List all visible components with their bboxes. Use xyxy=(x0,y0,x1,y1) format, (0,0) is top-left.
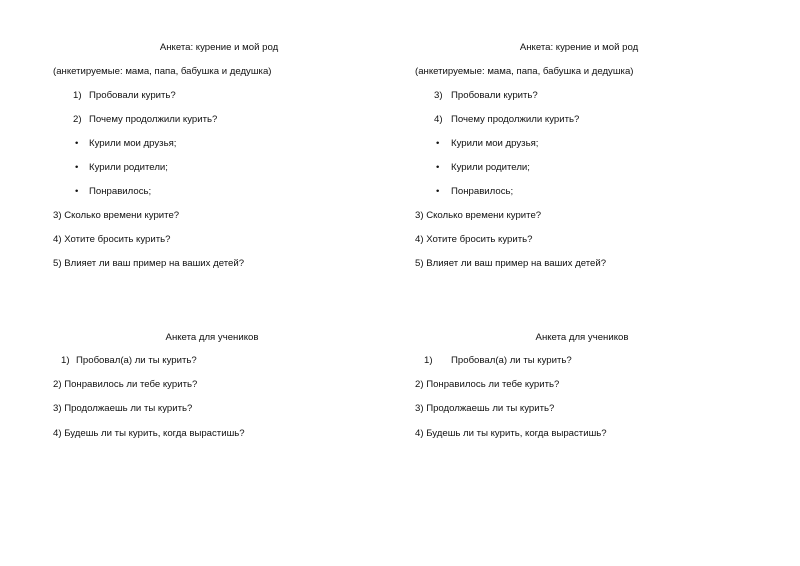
question: 4) Будешь ли ты курить, когда вырастишь? xyxy=(415,428,607,439)
bullet-icon: • xyxy=(75,186,79,197)
question-number: 3) xyxy=(434,90,443,101)
bullet-icon: • xyxy=(75,162,79,173)
question: 4) Хотите бросить курить? xyxy=(53,234,171,245)
bullet-icon: • xyxy=(75,138,79,149)
answer-option: Курили родители; xyxy=(89,162,168,173)
question-number: 1) xyxy=(61,355,70,366)
question: Пробовали курить? xyxy=(451,90,538,101)
answer-option: Курили мои друзья; xyxy=(89,138,177,149)
answer-option: Понравилось; xyxy=(89,186,152,197)
question: Почему продолжили курить? xyxy=(451,114,580,125)
question: 3) Сколько времени курите? xyxy=(415,210,542,221)
bullet-icon: • xyxy=(436,186,440,197)
survey-title: Анкета: курение и мой род xyxy=(159,42,279,53)
question-number: 4) xyxy=(434,114,443,125)
question: Почему продолжили курить? xyxy=(89,114,218,125)
answer-option: Понравилось; xyxy=(451,186,514,197)
question: 2) Понравилось ли тебе курить? xyxy=(53,379,198,390)
survey-title: Анкета для учеников xyxy=(165,332,259,343)
question: Пробовал(а) ли ты курить? xyxy=(451,355,572,366)
question-number: 2) xyxy=(73,114,82,125)
question: 2) Понравилось ли тебе курить? xyxy=(415,379,560,390)
answer-option: Курили мои друзья; xyxy=(451,138,539,149)
question: 3) Сколько времени курите? xyxy=(53,210,180,221)
question: 5) Влияет ли ваш пример на ваших детей? xyxy=(415,258,607,269)
question-number: 1) xyxy=(424,355,433,366)
survey-title: Анкета: курение и мой род xyxy=(519,42,639,53)
question-number: 1) xyxy=(73,90,82,101)
question: 4) Хотите бросить курить? xyxy=(415,234,533,245)
question: Пробовал(а) ли ты курить? xyxy=(76,355,197,366)
question: 3) Продолжаешь ли ты курить? xyxy=(415,403,555,414)
question: Пробовали курить? xyxy=(89,90,176,101)
bullet-icon: • xyxy=(436,162,440,173)
question: 4) Будешь ли ты курить, когда вырастишь? xyxy=(53,428,245,439)
question: 5) Влияет ли ваш пример на ваших детей? xyxy=(53,258,245,269)
answer-option: Курили родители; xyxy=(451,162,530,173)
survey-subtitle: (анкетируемые: мама, папа, бабушка и дедушка) xyxy=(53,66,272,77)
survey-title: Анкета для учеников xyxy=(535,332,629,343)
question: 3) Продолжаешь ли ты курить? xyxy=(53,403,193,414)
bullet-icon: • xyxy=(436,138,440,149)
survey-subtitle: (анкетируемые: мама, папа, бабушка и дедушка) xyxy=(415,66,634,77)
